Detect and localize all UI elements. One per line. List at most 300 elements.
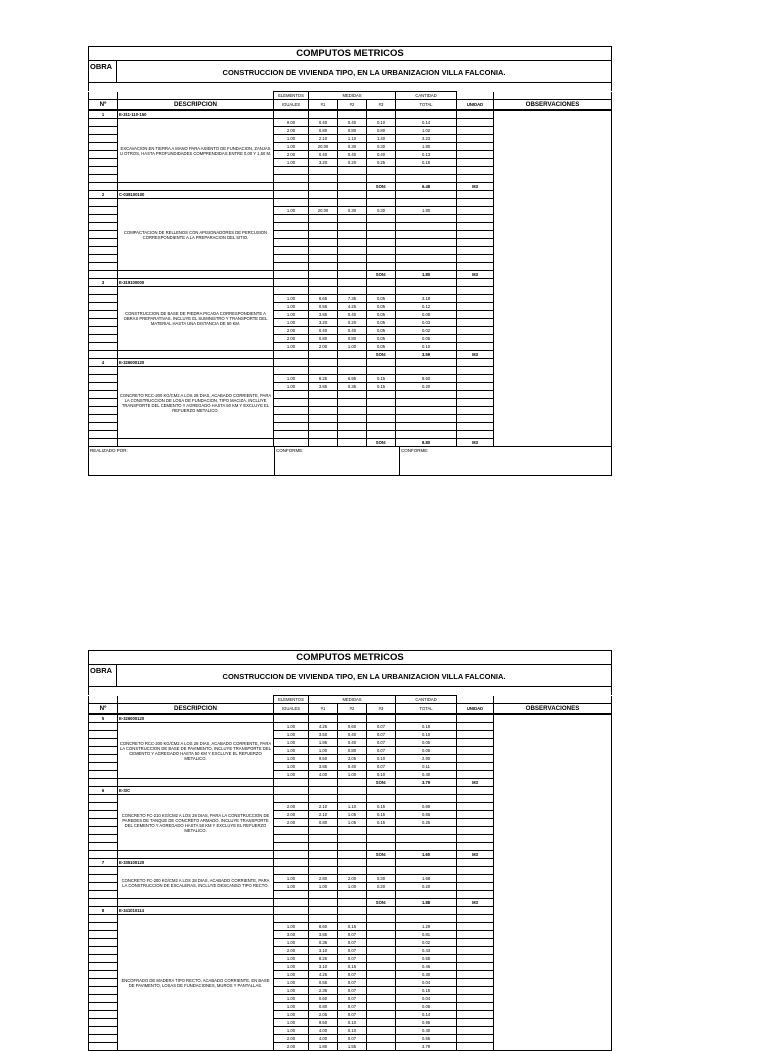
- cell-m3: 0.15: [367, 819, 396, 827]
- cell-m3: [367, 843, 396, 851]
- cell-total: [396, 867, 457, 875]
- cell-m2: [338, 867, 367, 875]
- cell-m2: [338, 239, 367, 247]
- observaciones-cell: [494, 787, 612, 859]
- cell-iguales: 1.00: [274, 747, 309, 755]
- cell-m3: 0.40: [367, 151, 396, 159]
- cell-m1: [309, 199, 338, 207]
- cell-iguales: 1.00: [274, 303, 309, 311]
- cell-m1: 4.00: [309, 771, 338, 779]
- cell-m3: [367, 391, 396, 399]
- cell-total: [396, 835, 457, 843]
- cell-total: 0.13: [396, 151, 457, 159]
- cell-total: 0.81: [396, 931, 457, 939]
- cell-m3: 0.15: [367, 375, 396, 383]
- cell-m3: [367, 1003, 396, 1011]
- cell-m3: 0.05: [367, 303, 396, 311]
- cell-m1: [309, 867, 338, 875]
- son-label: SON:: [367, 351, 396, 359]
- cell-m2: 0.40: [338, 763, 367, 771]
- cell-m2: 1.05: [338, 819, 367, 827]
- cell-m2: [338, 795, 367, 803]
- computos-table: [88, 695, 612, 1051]
- cell-m1: 3.85: [309, 763, 338, 771]
- header-m1: #1: [309, 704, 338, 715]
- item-header-row: [89, 191, 612, 199]
- cell-total: 2.90: [396, 755, 457, 763]
- son-label: SON:: [367, 899, 396, 907]
- cell-m2: 0.07: [338, 939, 367, 947]
- cell-iguales: [274, 239, 309, 247]
- header-medidas: MEDIDAS: [309, 696, 396, 704]
- cell-m1: 1.00: [309, 883, 338, 891]
- cell-m2: [338, 407, 367, 415]
- cell-iguales: 1.00: [274, 971, 309, 979]
- item-code: E-335100120: [118, 859, 274, 867]
- cell-total: 3.79: [396, 1043, 457, 1051]
- conforme-label-2: CONFORME:: [401, 448, 429, 453]
- cell-iguales: [274, 431, 309, 439]
- cell-m2: 0.07: [338, 947, 367, 955]
- cell-m1: 0.35: [309, 939, 338, 947]
- cell-m3: 0.10: [367, 771, 396, 779]
- cell-total: 0.46: [396, 963, 457, 971]
- cell-m3: [367, 955, 396, 963]
- cell-iguales: [274, 247, 309, 255]
- cell-m2: [338, 223, 367, 231]
- cell-m1: [309, 399, 338, 407]
- cell-m3: 0.07: [367, 747, 396, 755]
- item-code: E-311-110-150: [118, 110, 274, 119]
- cell-m2: [338, 215, 367, 223]
- cell-iguales: [274, 391, 309, 399]
- sheet-title: COMPUTOS METRICOS: [88, 46, 612, 60]
- computos-table: [88, 91, 612, 447]
- cell-m2: 0.35: [338, 383, 367, 391]
- cell-m3: [367, 827, 396, 835]
- son-value: 8.80: [396, 439, 457, 447]
- obra-label: OBRA: [89, 61, 117, 82]
- cell-m2: [338, 167, 367, 175]
- cell-m3: [367, 1035, 396, 1043]
- cell-m1: 3.85: [309, 311, 338, 319]
- cell-iguales: 2.00: [274, 1043, 309, 1051]
- cell-m3: [367, 167, 396, 175]
- cell-total: [396, 167, 457, 175]
- cell-total: 0.02: [396, 939, 457, 947]
- cell-total: [396, 199, 457, 207]
- observaciones-cell: [494, 714, 612, 787]
- cell-iguales: 1.00: [274, 319, 309, 327]
- cell-m2: 0.40: [338, 119, 367, 127]
- cell-total: [396, 891, 457, 899]
- header-elementos: ELEMENTOS: [274, 92, 309, 100]
- son-value: 1.80: [396, 271, 457, 279]
- cell-m1: 0.55: [309, 303, 338, 311]
- cell-m2: [338, 175, 367, 183]
- cell-m2: 3.05: [338, 755, 367, 763]
- realizado-label: REALIZADO POR:: [90, 448, 128, 453]
- cell-m1: 3.85: [309, 931, 338, 939]
- cell-m3: [367, 175, 396, 183]
- header-descripcion: DESCRIPCION: [118, 704, 274, 715]
- cell-m1: 9.50: [309, 755, 338, 763]
- cell-m1: [309, 367, 338, 375]
- cell-iguales: 2.00: [274, 1035, 309, 1043]
- cell-total: 0.04: [396, 995, 457, 1003]
- unit-value: M3: [457, 851, 494, 859]
- item-number: 6: [89, 787, 118, 795]
- obra-label: OBRA: [89, 665, 117, 686]
- item-code: E-341010114: [118, 907, 274, 915]
- cell-m3: [367, 1043, 396, 1051]
- son-label: SON:: [367, 183, 396, 191]
- cell-total: [396, 423, 457, 431]
- cell-iguales: 2.00: [274, 811, 309, 819]
- item-number: 4: [89, 359, 118, 367]
- cell-m3: [367, 423, 396, 431]
- cell-m1: 2.10: [309, 803, 338, 811]
- cell-total: [396, 431, 457, 439]
- item-code: C-038100100: [118, 191, 274, 199]
- cell-m3: 0.05: [367, 335, 396, 343]
- signature-footer: [88, 447, 612, 476]
- cell-iguales: [274, 223, 309, 231]
- item-number: 7: [89, 859, 118, 867]
- cell-m1: [309, 415, 338, 423]
- cell-m3: 0.05: [367, 311, 396, 319]
- cell-m1: 0.80: [309, 1003, 338, 1011]
- cell-m1: [309, 263, 338, 271]
- cell-iguales: [274, 255, 309, 263]
- item-header-row: [89, 907, 612, 915]
- cell-m3: [367, 931, 396, 939]
- cell-m3: 0.07: [367, 763, 396, 771]
- cell-m1: [309, 391, 338, 399]
- cell-m2: [338, 843, 367, 851]
- cell-iguales: [274, 215, 309, 223]
- unit-value: M3: [457, 351, 494, 359]
- observaciones-cell: [494, 359, 612, 447]
- unit-value: M3: [457, 899, 494, 907]
- cell-iguales: 1.00: [274, 723, 309, 731]
- cell-iguales: 2.00: [274, 151, 309, 159]
- cell-total: 0.14: [396, 1011, 457, 1019]
- observaciones-cell: [494, 859, 612, 907]
- cell-m3: [367, 1019, 396, 1027]
- item-header-row: [89, 279, 612, 287]
- cell-m3: [367, 867, 396, 875]
- cell-m3: 0.25: [367, 159, 396, 167]
- unit-value: M3: [457, 439, 494, 447]
- cell-m3: [367, 923, 396, 931]
- cell-m2: 0.30: [338, 207, 367, 215]
- cell-m2: 1.10: [338, 135, 367, 143]
- cell-m2: 0.07: [338, 979, 367, 987]
- header-medidas: MEDIDAS: [309, 92, 396, 100]
- cell-m1: [309, 915, 338, 923]
- cell-m1: 0.80: [309, 127, 338, 135]
- son-value: 6.48: [396, 183, 457, 191]
- cell-m2: 0.60: [338, 723, 367, 731]
- cell-total: 0.16: [396, 987, 457, 995]
- cell-m3: 0.15: [367, 383, 396, 391]
- cell-total: 0.58: [396, 955, 457, 963]
- cell-m1: [309, 827, 338, 835]
- cell-m1: 8.25: [309, 955, 338, 963]
- cell-iguales: 1.00: [274, 343, 309, 351]
- son-label: SON:: [367, 779, 396, 787]
- item-header-row: [89, 110, 612, 119]
- cell-iguales: 1.00: [274, 207, 309, 215]
- cell-iguales: 1.00: [274, 755, 309, 763]
- cell-m2: [338, 199, 367, 207]
- cell-total: 0.43: [396, 947, 457, 955]
- cell-m1: 2.80: [309, 875, 338, 883]
- cell-m1: [309, 247, 338, 255]
- cell-total: 1.80: [396, 143, 457, 151]
- header-cantidad: CANTIDAD: [396, 696, 457, 704]
- cell-m1: 0.80: [309, 819, 338, 827]
- cell-m3: 0.15: [367, 803, 396, 811]
- cell-total: [396, 843, 457, 851]
- cell-m2: [338, 247, 367, 255]
- cell-m2: 0.10: [338, 1027, 367, 1035]
- unit-value: M3: [457, 183, 494, 191]
- item-code: E-S/C: [118, 787, 274, 795]
- header-m2: #2: [338, 704, 367, 715]
- item-number: 8: [89, 907, 118, 915]
- cell-m1: 9.50: [309, 1019, 338, 1027]
- cell-m1: [309, 231, 338, 239]
- cell-total: [396, 915, 457, 923]
- cell-m3: [367, 939, 396, 947]
- cell-m2: 2.00: [338, 875, 367, 883]
- cell-iguales: 1.00: [274, 763, 309, 771]
- cell-m3: 0.30: [367, 875, 396, 883]
- cell-m3: [367, 963, 396, 971]
- item-number: 1: [89, 110, 118, 119]
- cell-iguales: 1.00: [274, 375, 309, 383]
- cell-iguales: [274, 167, 309, 175]
- cell-m3: [367, 367, 396, 375]
- cell-m3: 0.07: [367, 723, 396, 731]
- cell-m3: [367, 995, 396, 1003]
- cell-total: 0.56: [396, 1035, 457, 1043]
- cell-m2: 4.25: [338, 303, 367, 311]
- header-number: Nº: [89, 100, 118, 111]
- cell-total: 8.60: [396, 375, 457, 383]
- cell-iguales: 1.00: [274, 383, 309, 391]
- cell-m1: 20.00: [309, 143, 338, 151]
- cell-m3: 0.07: [367, 731, 396, 739]
- item-code: E-326000120: [118, 714, 274, 723]
- item-number: 5: [89, 714, 118, 723]
- cell-m3: [367, 263, 396, 271]
- cell-total: 0.16: [396, 159, 457, 167]
- cell-total: 1.02: [396, 127, 457, 135]
- cell-total: 0.06: [396, 747, 457, 755]
- cell-m3: [367, 795, 396, 803]
- cell-total: 0.30: [396, 971, 457, 979]
- cell-iguales: 1.00: [274, 875, 309, 883]
- cell-m2: 1.10: [338, 803, 367, 811]
- cell-total: [396, 255, 457, 263]
- sheet-title: COMPUTOS METRICOS: [88, 650, 612, 664]
- header-unidad: UNIDAD: [457, 100, 494, 111]
- item-description: CONCRETO RCC-200 KG/CM2 A LOS 28 DIAS, ACABADO CORRIENTE, PARA LA CONSTRUCCION DE BASE DE PAVIMENTO, INCLUYE TRANSPORTE DEL CEMENTO Y AGREGADO HASTA 50 KM Y EXCLUYE EL REFUERZO METALICO.: [118, 723, 274, 779]
- cell-m1: 0.60: [309, 995, 338, 1003]
- cell-m2: 0.80: [338, 747, 367, 755]
- cell-total: 3.18: [396, 295, 457, 303]
- cell-iguales: 1.00: [274, 739, 309, 747]
- cell-m2: [338, 255, 367, 263]
- cell-iguales: [274, 175, 309, 183]
- obra-section: [88, 664, 612, 686]
- cell-iguales: [274, 795, 309, 803]
- cell-m1: 4.25: [309, 971, 338, 979]
- cell-m3: 0.07: [367, 739, 396, 747]
- cell-m1: 0.55: [309, 979, 338, 987]
- cell-m2: 0.40: [338, 327, 367, 335]
- cell-m2: [338, 431, 367, 439]
- cell-m2: [338, 287, 367, 295]
- header-number: Nº: [89, 704, 118, 715]
- cell-iguales: 2.00: [274, 127, 309, 135]
- son-label: SON:: [367, 271, 396, 279]
- cell-m3: 0.30: [367, 143, 396, 151]
- cell-m1: 8.65: [309, 295, 338, 303]
- item-header-row: [89, 359, 612, 367]
- cell-m3: [367, 979, 396, 987]
- cell-total: [396, 415, 457, 423]
- cell-m1: 0.80: [309, 335, 338, 343]
- cell-m1: 3.10: [309, 947, 338, 955]
- cell-iguales: 1.00: [274, 143, 309, 151]
- cell-m3: [367, 915, 396, 923]
- cell-total: 0.25: [396, 819, 457, 827]
- cell-m3: [367, 223, 396, 231]
- cell-iguales: [274, 415, 309, 423]
- project-name: CONSTRUCCION DE VIVIENDA TIPO, EN LA URBANIZACION VILLA FALCONIA.: [222, 68, 506, 77]
- header-total: TOTAL: [396, 704, 457, 715]
- cell-m1: [309, 407, 338, 415]
- cell-iguales: [274, 263, 309, 271]
- cell-m2: [338, 391, 367, 399]
- cell-m2: [338, 367, 367, 375]
- header-observaciones: OBSERVACIONES: [494, 100, 612, 111]
- cell-total: [396, 399, 457, 407]
- cell-iguales: 1.00: [274, 979, 309, 987]
- son-value: 3.59: [396, 351, 457, 359]
- cell-m3: [367, 891, 396, 899]
- cell-m3: 0.05: [367, 319, 396, 327]
- header-iguales: IGUALES: [274, 704, 309, 715]
- cell-total: 0.10: [396, 731, 457, 739]
- cell-total: 0.08: [396, 311, 457, 319]
- cell-iguales: 1.00: [274, 955, 309, 963]
- cell-m2: [338, 827, 367, 835]
- cell-total: [396, 215, 457, 223]
- cell-m1: 2.10: [309, 811, 338, 819]
- cell-m3: [367, 247, 396, 255]
- cell-total: [396, 827, 457, 835]
- cell-m1: 1.80: [309, 1043, 338, 1051]
- unit-value: M3: [457, 779, 494, 787]
- cell-m2: 1.55: [338, 1043, 367, 1051]
- cell-total: 1.80: [396, 207, 457, 215]
- cell-iguales: 1.00: [274, 1019, 309, 1027]
- cell-m2: 0.80: [338, 127, 367, 135]
- item-description: CONCRETO RCC-200 KG/CM2 A LOS 28 DIAS, ACABADO CORRIENTE, PARA LA CONSTRUCCION DE LOSA DE FUNDACION, TIPO MACIZA. INCLUYE TRANSPORTE DEL CEMENTO Y AGREGADO HASTA 50 KM Y EXCLUYE EL REFUERZO METALICO.: [118, 367, 274, 439]
- cell-m2: 0.40: [338, 151, 367, 159]
- header-observaciones: OBSERVACIONES: [494, 704, 612, 715]
- header-m2: #2: [338, 100, 367, 111]
- observaciones-cell: [494, 279, 612, 359]
- cell-iguales: 1.00: [274, 771, 309, 779]
- cell-iguales: [274, 399, 309, 407]
- cell-m3: 1.40: [367, 135, 396, 143]
- header-cantidad: CANTIDAD: [396, 92, 457, 100]
- cell-iguales: 9.00: [274, 119, 309, 127]
- cell-m3: [367, 255, 396, 263]
- obra-section: [88, 60, 612, 82]
- observaciones-cell: [494, 907, 612, 1051]
- cell-m2: 0.07: [338, 987, 367, 995]
- cell-m2: [338, 263, 367, 271]
- cell-total: 0.06: [396, 335, 457, 343]
- cell-m2: 0.10: [338, 1019, 367, 1027]
- item-number: 3: [89, 279, 118, 287]
- cell-iguales: 1.00: [274, 311, 309, 319]
- conforme-label-1: CONFORME:: [276, 448, 304, 453]
- cell-iguales: [274, 867, 309, 875]
- header-elementos: ELEMENTOS: [274, 696, 309, 704]
- cell-m1: 4.00: [309, 1027, 338, 1035]
- item-number: 2: [89, 191, 118, 199]
- cell-total: 0.66: [396, 811, 457, 819]
- cell-m2: 0.07: [338, 1035, 367, 1043]
- cell-iguales: 2.00: [274, 803, 309, 811]
- cell-total: 0.04: [396, 979, 457, 987]
- cell-m2: [338, 835, 367, 843]
- cell-m2: [338, 423, 367, 431]
- cell-m3: [367, 1011, 396, 1019]
- cell-iguales: [274, 827, 309, 835]
- cell-iguales: 1.00: [274, 135, 309, 143]
- cell-m2: 1.05: [338, 811, 367, 819]
- cell-total: 0.40: [396, 771, 457, 779]
- cell-m3: [367, 239, 396, 247]
- cell-m1: 3.20: [309, 159, 338, 167]
- cell-m2: 0.07: [338, 1011, 367, 1019]
- cell-m2: 0.40: [338, 731, 367, 739]
- cell-iguales: 1.00: [274, 1011, 309, 1019]
- cell-m2: 7.35: [338, 295, 367, 303]
- cell-m1: [309, 223, 338, 231]
- cell-m2: [338, 415, 367, 423]
- cell-m3: [367, 1027, 396, 1035]
- cell-iguales: 2.00: [274, 335, 309, 343]
- cell-m1: 3.20: [309, 319, 338, 327]
- cell-total: [396, 407, 457, 415]
- cell-iguales: 1.00: [274, 731, 309, 739]
- item-description: CONCRETO FC-200 KG/CM2 A LOS 28 DIAS, ACABADO CORRIENTE, PARA LA CONSTRUCCION DE ESCALERAS, INCLUYE DESCANSO TIPO RECTO.: [118, 867, 274, 899]
- cell-total: 0.02: [396, 327, 457, 335]
- cell-iguales: 1.00: [274, 923, 309, 931]
- cell-m3: [367, 399, 396, 407]
- cell-total: [396, 391, 457, 399]
